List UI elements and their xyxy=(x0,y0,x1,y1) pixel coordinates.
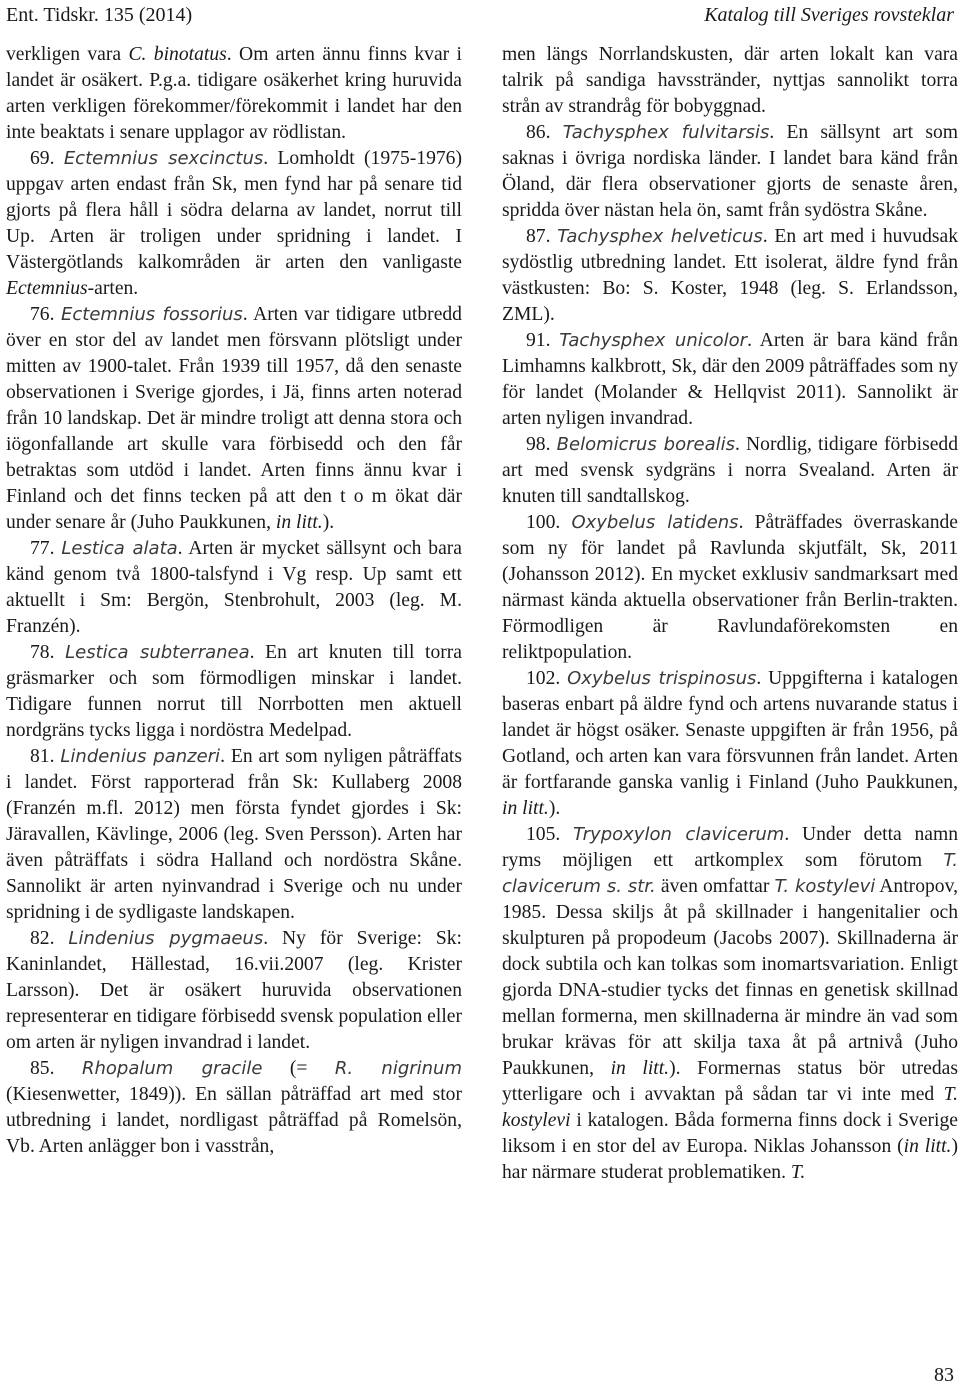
italic-text: T. xyxy=(790,1162,806,1183)
species-name: Lindenius pygmaeus xyxy=(68,928,264,949)
body-text: . En art som nyligen påträffats i landet. Först rapporterad från Sk: Kullaberg 2008 (Franzén m.fl. 2012) men första fyndet gjordes i Sk: Järavallen, Kävlinge, 2006 (leg. Sven Persson). Arten har även påträffats i södra Halland och nordöstra Skåne. Sannolikt är arten nyinvandrad i Sverige och nu under spridning i de sydligaste landskapen. xyxy=(6,746,462,923)
journal-citation: Ent. Tidskr. 135 (2014) xyxy=(6,4,193,26)
species-number: 69. xyxy=(30,148,55,169)
species-name: Rhopalum gracile xyxy=(81,1058,263,1079)
species-number: 76. xyxy=(30,304,55,325)
species-name: Ectemnius sexcinctus xyxy=(63,148,264,169)
species-number: 85. xyxy=(30,1058,55,1079)
body-text: . En art med i huvudsak sydöstlig utbredning landet. Ett isolerat, äldre fynd från västkusten: Bo: S. Koster, 1948 (leg. S. Erlandsson, ZML). xyxy=(502,226,958,325)
species-entry xyxy=(6,536,462,640)
italic-text: in litt. xyxy=(903,1136,952,1157)
body-text: men längs Norrlandskusten, där arten lokalt kan vara talrik på sandiga havsstränder, nyttjas sannolikt torra strån av strandråg för bobyggnad. xyxy=(502,44,958,117)
body-text: . Under detta namn ryms möjligen ett artkomplex som förutom xyxy=(502,824,959,871)
body-text: även omfattar xyxy=(655,876,775,897)
species-name: Oxybelus latidens xyxy=(571,512,739,533)
body-text: -arten. xyxy=(87,278,139,299)
species-number: 87. xyxy=(526,226,551,247)
species-number: 105. xyxy=(526,824,561,845)
italic-text: Ectemnius xyxy=(6,278,88,299)
species-name: Tachysphex fulvitarsis xyxy=(562,122,770,143)
right-text-column xyxy=(502,42,958,1186)
body-text: . En sällsynt art som saknas i övriga nordiska länder. I landet bara känd från Öland, där flera observationer gjorts de senaste åren, spridda över nästan hela ön, samt från sydöstra Skåne. xyxy=(502,122,958,221)
species-entry xyxy=(6,1056,462,1160)
italic-text: in litt. xyxy=(275,512,323,533)
continued-paragraph xyxy=(6,42,462,146)
species-number: 82. xyxy=(30,928,55,949)
species-entry xyxy=(6,146,462,302)
left-text-column xyxy=(6,42,462,1160)
species-number: 78. xyxy=(30,642,55,663)
species-entry xyxy=(502,328,958,432)
body-text: . Arten var tidigare utbredd över en stor del av landet men försvann plötsligt under mitten av 1900-talet. Från 1939 till 1957, då den senaste observationen i Sverige gjordes, i Jä, finns arten noterad från 10 landskap. Det är mindre troligt att denna stora och iögonfallande art skulle vara förbisedd och den får betraktas som utdöd i landet. Arten finns ännu kvar i Finland och det finns tecken på att den t o m ökat där under senare år (Juho Paukkunen, xyxy=(6,304,462,533)
italic-text: T. kostylevi xyxy=(502,1084,958,1131)
species-name: Ectemnius fossorius xyxy=(61,304,243,325)
species-entry xyxy=(6,302,462,536)
body-text: i katalogen. Båda formerna finns dock i Sverige liksom i en stor del av Europa. Niklas Johansson ( xyxy=(502,1110,958,1157)
italic-text: in litt. xyxy=(610,1058,670,1079)
body-text: . Ny för Sverige: Sk: Kaninlandet, Hällestad, 16.vii.2007 (leg. Krister Larsson). Det är osäkert huruvida observationen representerar en tidigare förbisedd svensk population eller om arten är nyligen invandrad i landet. xyxy=(6,928,462,1053)
body-text: verkligen vara xyxy=(6,44,129,65)
species-number: 100. xyxy=(526,512,561,533)
species-entry xyxy=(502,120,958,224)
species-name: Lestica alata xyxy=(61,538,178,559)
italic-text: C. binotatus xyxy=(128,44,227,65)
species-name: Tachysphex helveticus xyxy=(557,226,763,247)
species-entry xyxy=(502,510,958,666)
body-text: ) har närmare studerat problematiken. xyxy=(502,1136,958,1183)
body-text: Antropov, 1985. Dessa skiljs åt på skillnader i hangenitalier och skulpturen på propodeum (Jacobs 2007). Skillnaderna är dock subtila och kan tolkas som inomartsvariation. Enligt gjorda DNA-studier tycks det finnas en genetisk skillnad mellan formerna, men skillnaderna är mindre än vad som brukar krävas för att skilja taxa åt på artnivå (Juho Paukkunen, xyxy=(502,876,959,1079)
species-entry xyxy=(502,432,958,510)
body-text: . Arten är mycket sällsynt och bara känd genom två 1800-talsfynd i Vg resp. Up samt ett aktuellt i Sm: Bergön, Stenbrohult, 2003 (leg. M. Franzén). xyxy=(6,538,462,637)
species-number: 91. xyxy=(526,330,551,351)
species-entry xyxy=(502,666,958,822)
body-text: . Påträffades överraskande som ny för landet på Ravlunda skjutfält, Sk, 2011 (Johansson 2012). En mycket exklusiv sandmarksart med närmast kända aktuella observationer från Berlin-trakten. Förmodligen är Ravlundaförekomsten en reliktpopulation. xyxy=(502,512,958,663)
page-number: 83 xyxy=(934,1364,954,1386)
species-entry xyxy=(502,822,958,1186)
body-text: ). xyxy=(322,512,335,533)
body-text: (Kiesenwetter, 1849)). En sällan påträffad art med stor utbredning i landet, nordligast påträffad på Romelsön, Vb. Arten anlägger bon i vasstrån, xyxy=(6,1084,462,1157)
species-entry xyxy=(502,224,958,328)
species-name: R. nigrinum xyxy=(334,1058,462,1079)
continued-paragraph xyxy=(502,42,958,120)
body-text: ). Formernas status bör utredas ytterligare och i avvaktan på sådan tar vi inte med xyxy=(502,1058,958,1105)
body-text: . Om arten ännu finns kvar i landet är osäkert. P.g.a. tidigare osäkerhet kring huruvida arten verkligen förekommer/förekommit i landet har den inte beaktats i senare upplagor av rödlistan. xyxy=(6,44,463,143)
species-name: Belomicrus borealis xyxy=(556,434,735,455)
body-text: (= xyxy=(262,1058,335,1079)
body-text: ). xyxy=(548,798,561,819)
species-name: Lestica subterranea xyxy=(65,642,250,663)
species-name: Trypoxylon clavicerum xyxy=(573,824,785,845)
species-name: Lindenius panzeri xyxy=(60,746,221,767)
body-text: . Nordlig, tidigare förbisedd art med svensk sydgräns i norra Svealand. Arten är knuten till sandtallskog. xyxy=(502,434,958,507)
species-name: T. kostylevi xyxy=(774,876,876,897)
species-name: Tachysphex unicolor xyxy=(559,330,748,351)
body-text: . Arten är bara känd från Limhamns kalkbrott, Sk, där den 2009 påträffades som ny för landet (Molander & Hellqvist 2011). Sannolikt är arten nyligen invandrad. xyxy=(502,330,958,429)
running-title: Katalog till Sveriges rovsteklar xyxy=(704,4,954,26)
species-name: T. clavicerum s. str. xyxy=(502,850,958,897)
body-text: . Lomholdt (1975-1976) uppgav arten endast från Sk, men fynd har på senare tid gjorts på flera håll i södra delarna av landet, norrut till Up. Arten är troligen under spridning i landet. I Västergötlands kalkområden är arten den vanligaste xyxy=(6,148,462,273)
species-number: 102. xyxy=(526,668,561,689)
species-number: 81. xyxy=(30,746,55,767)
italic-text: in litt. xyxy=(502,798,549,819)
species-entry xyxy=(6,744,462,926)
species-entry xyxy=(6,640,462,744)
species-number: 77. xyxy=(30,538,55,559)
species-name: Oxybelus trispinosus xyxy=(567,668,757,689)
species-number: 98. xyxy=(526,434,551,455)
body-text: . En art knuten till torra gräsmarker och som förmodligen minskar i landet. Tidigare funnen norrut till Norrbotten men aktuell nordgräns tycks ligga i nordöstra Medelpad. xyxy=(6,642,462,741)
body-text: . Uppgifterna i katalogen baseras enbart på äldre fynd och artens nuvarande status i landet är högst osäker. Senaste uppgiften är från 1956, på Gotland, och arten kan vara försvunnen från landet. Arten är fortfarande ganska vanlig i Finland (Juho Paukkunen, xyxy=(502,668,958,793)
species-number: 86. xyxy=(526,122,551,143)
species-entry xyxy=(6,926,462,1056)
